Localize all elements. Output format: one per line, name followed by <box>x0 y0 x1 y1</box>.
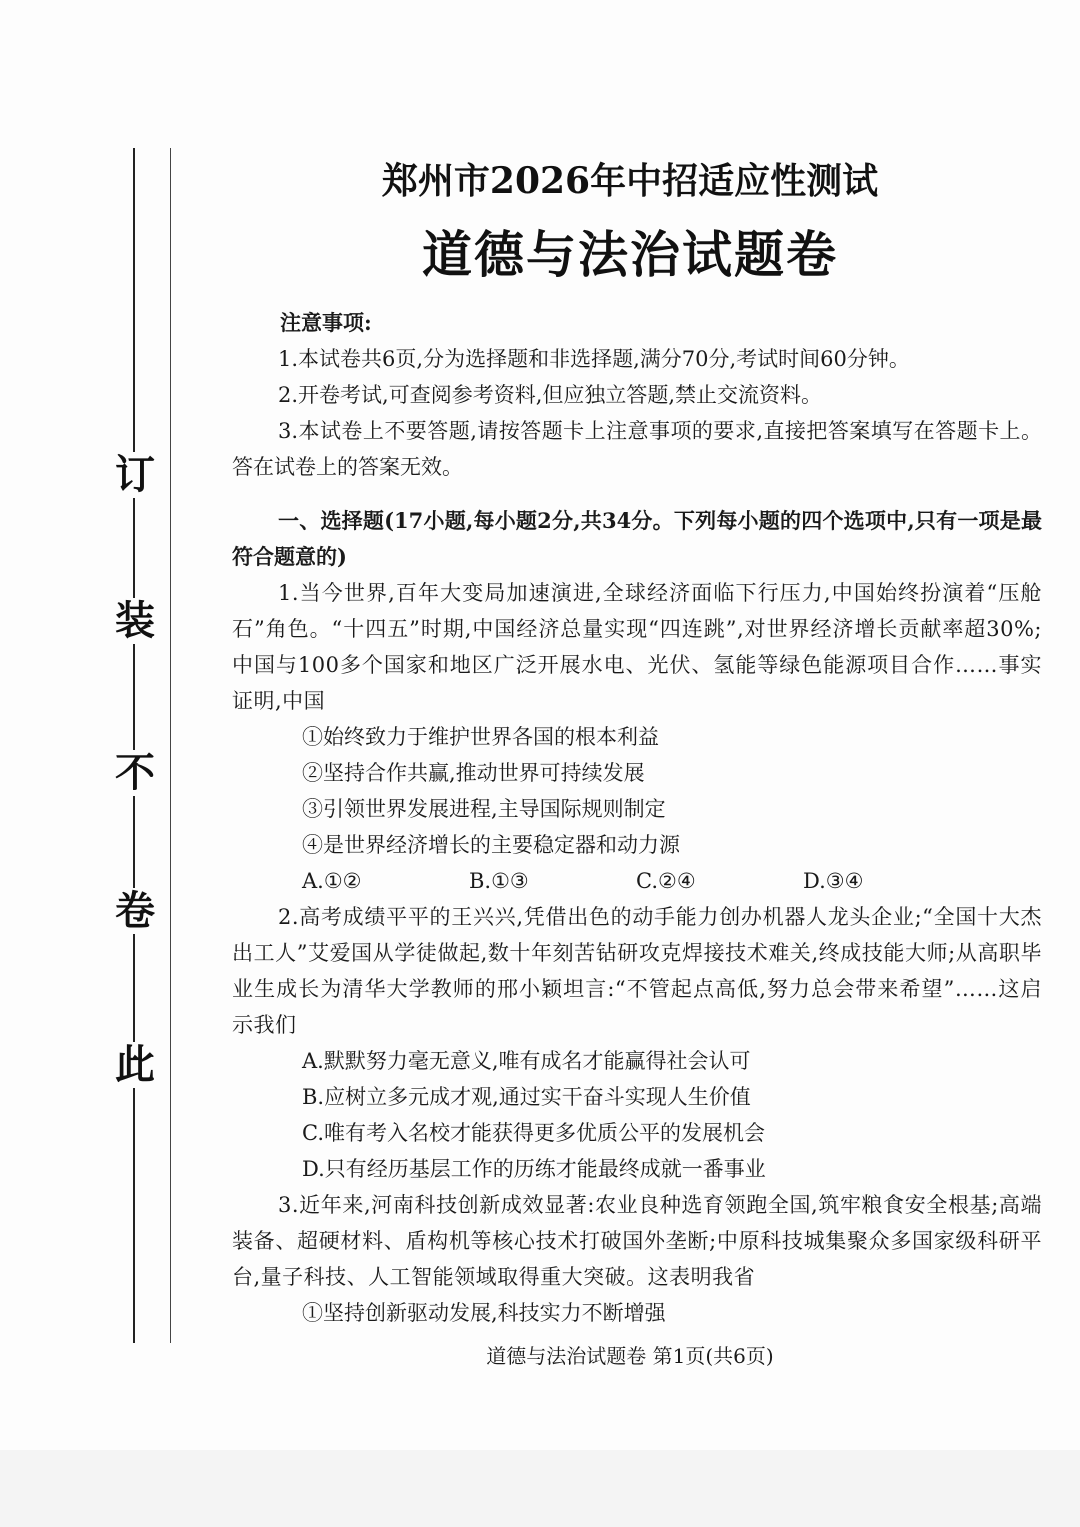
binding-line-outer <box>133 148 135 1343</box>
q2-option-b: B.应树立多元成才观,通过实干奋斗实现人生价值 <box>302 1085 751 1109</box>
notice-item-1: 1.本试卷共6页,分为选择题和非选择题,满分70分,考试时间60分钟。 <box>278 347 910 371</box>
q1-statement-1: ①始终致力于维护世界各国的根本利益 <box>302 725 659 749</box>
q1-stem: 1.当今世界,百年大变局加速演进,全球经济面临下行压力,中国始终扮演着“压舱石”角色。“十四五”时期,中国经济总量实现“四连跳”,对世界经济增长贡献率超30%;中国与100多个国家和地区广泛开展水电、光伏、氢能等绿色能源项目合作……事实证明,中国 <box>232 581 1042 713</box>
q1-option-a: A.①② <box>302 869 362 893</box>
notice-heading: 注意事项: <box>280 310 372 335</box>
q2-option-c: C.唯有考入名校才能获得更多优质公平的发展机会 <box>302 1121 765 1145</box>
q3-statement-1: ①坚持创新驱动发展,科技实力不断增强 <box>302 1301 666 1325</box>
q1-option-c: C.②④ <box>636 869 696 893</box>
q3-stem: 3.近年来,河南科技创新成效显著:农业良种选育领跑全国,筑牢粮食安全根基;高端装备、超硬材料、盾构机等核心技术打破国外垄断;中原科技城集聚众多国家级科研平台,量子科技、人工智能领域取得重大突破。这表明我省 <box>232 1193 1042 1289</box>
binding-char-zhuang: 装 <box>112 598 158 644</box>
scan-bottom-margin <box>0 1450 1080 1527</box>
q1-statement-2: ②坚持合作共赢,推动世界可持续发展 <box>302 761 645 785</box>
q2-option-a: A.默默努力毫无意义,唯有成名才能赢得社会认可 <box>302 1049 751 1073</box>
section1-heading: 一、选择题(17小题,每小题2分,共34分。下列每小题的四个选项中,只有一项是最符合题意的) <box>232 508 1042 569</box>
q2-stem: 2.高考成绩平平的王兴兴,凭借出色的动手能力创办机器人龙头企业;“全国十大杰出工人”艾爱国从学徒做起,数十年刻苦钻研攻克焊接技术难关,终成技能大师;从高职毕业生成长为清华大学教师的邢小颖坦言:“不管起点高低,努力总会带来希望”……这启示我们 <box>232 905 1042 1037</box>
exam-title-line2: 道德与法治试题卷 <box>422 225 838 284</box>
notice-item-2: 2.开卷考试,可查阅参考资料,但应独立答题,禁止交流资料。 <box>278 383 823 407</box>
notice-item-3: 3.本试卷上不要答题,请按答题卡上注意事项的要求,直接把答案填写在答题卡上。答在试卷上的答案无效。 <box>232 419 1042 479</box>
exam-title-line1: 郑州市2026年中招适应性测试 <box>381 160 879 202</box>
page-footer: 道德与法治试题卷 第1页(共6页) <box>486 1344 774 1368</box>
binding-line-inner <box>170 148 171 1343</box>
binding-char-bu: 不 <box>112 750 158 796</box>
q1-option-b: B.①③ <box>469 869 529 893</box>
binding-char-ci: 此 <box>112 1042 158 1088</box>
q1-option-d: D.③④ <box>803 869 864 893</box>
q1-options <box>232 863 1042 899</box>
q1-statement-3: ③引领世界发展进程,主导国际规则制定 <box>302 797 666 821</box>
binding-char-juan: 卷 <box>112 888 158 934</box>
q1-statement-4: ④是世界经济增长的主要稳定器和动力源 <box>302 833 680 857</box>
q2-option-d: D.只有经历基层工作的历练才能最终成就一番事业 <box>302 1157 766 1181</box>
binding-char-ding: 订 <box>112 452 158 498</box>
exam-content <box>232 305 1042 1331</box>
